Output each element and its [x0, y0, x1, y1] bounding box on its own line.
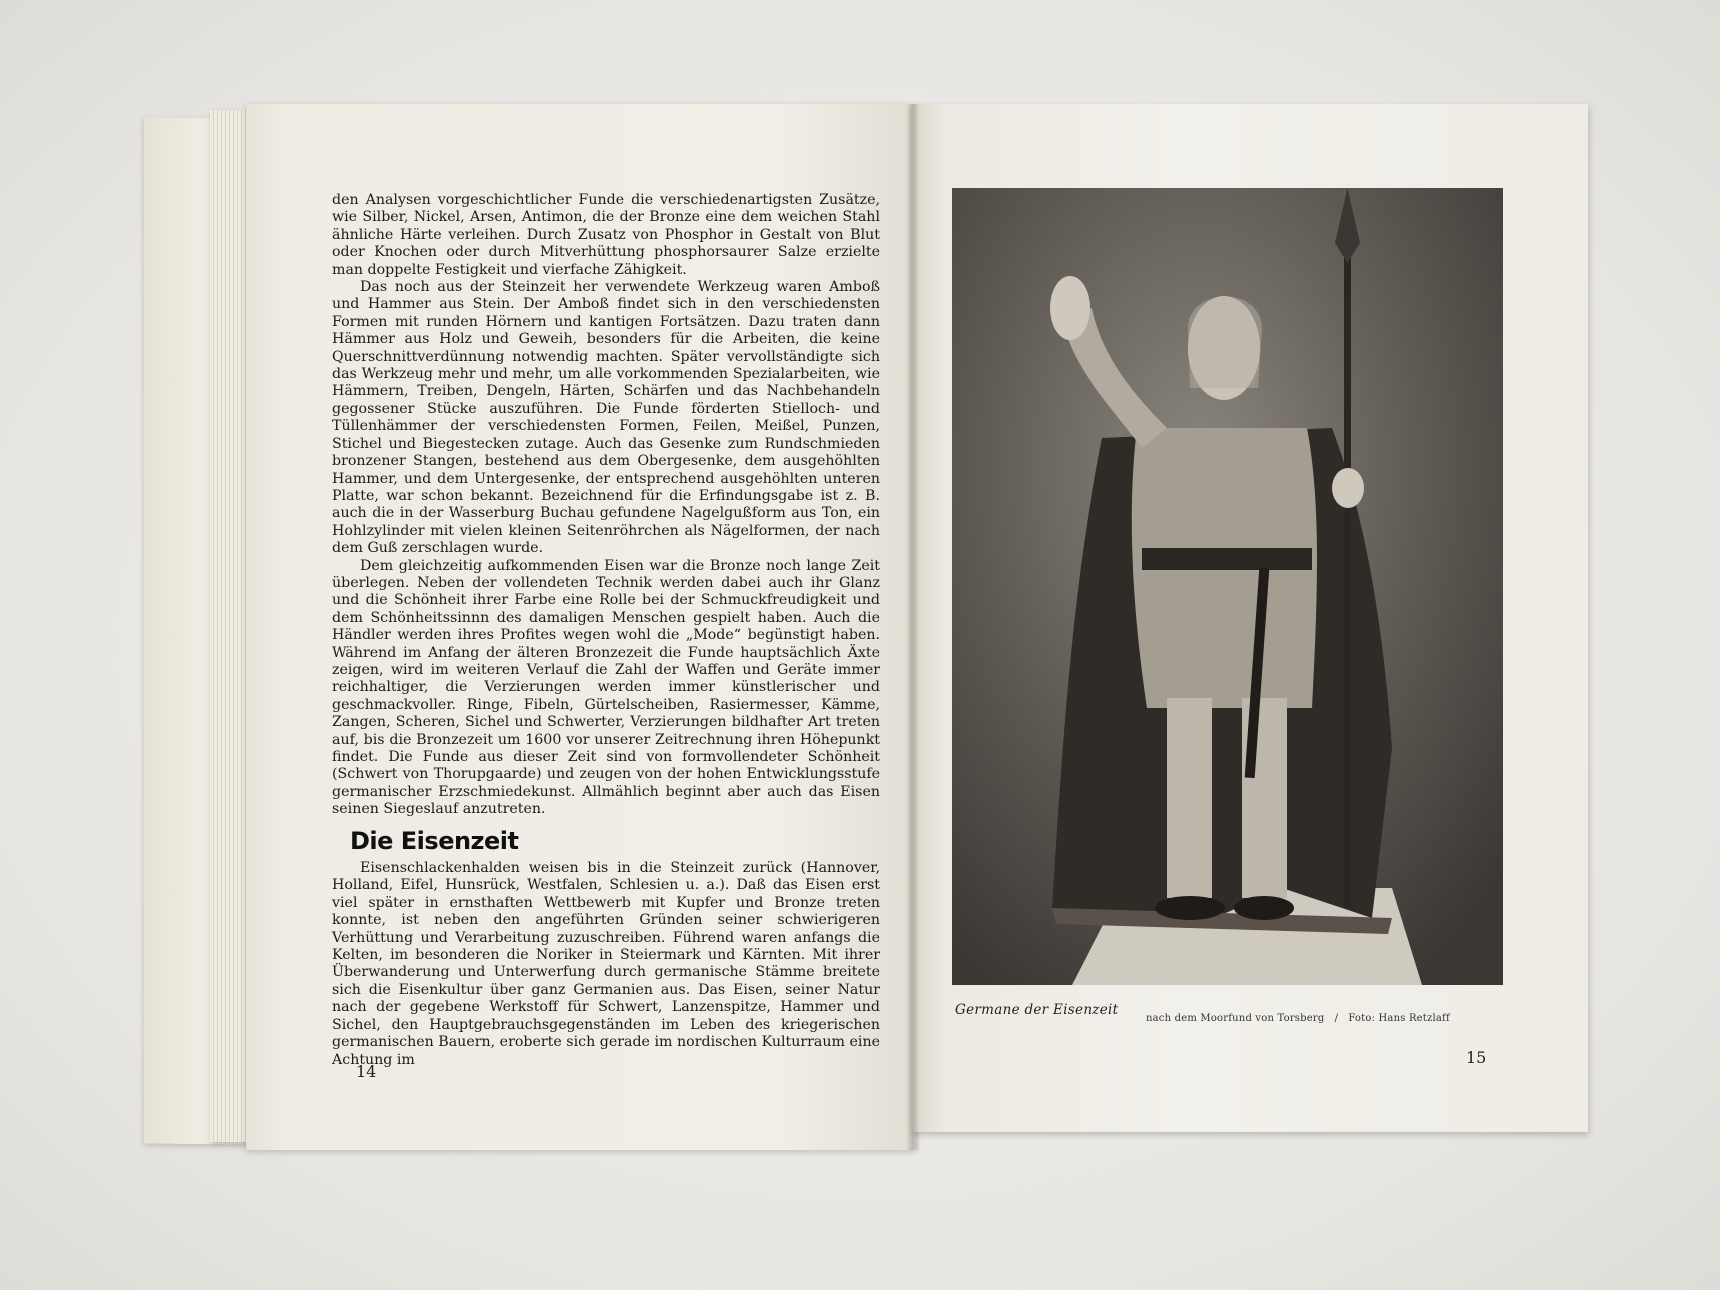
- book-gutter: [906, 104, 920, 1150]
- page-number-left: 14: [356, 1062, 377, 1081]
- section-heading: Die Eisenzeit: [350, 826, 519, 855]
- photo-source: nach dem Moorfund von Torsberg: [1146, 1013, 1325, 1024]
- photograph-germanic-warrior: [952, 188, 1503, 985]
- warrior-figure-illustration: [952, 188, 1503, 985]
- photo-caption: Germane der Eisenzeit: [955, 1002, 1119, 1018]
- paragraph: Das noch aus der Steinzeit her verwendete Werkzeug waren Amboß und Hammer aus Stein. Der Amboß findet sich in den verschiedensten Formen mit runden Hörnern und kantigen Fortsätzen. Dazu traten dann Hämmer aus Holz und Geweih, besonders für die Arbeiten, die keine Querschnittverdünnung notwendig machten. Später vervollständigte sich das Werkzeug mehr und mehr, um alle vorkommenden Spezialarbeiten, wie Hämmern, Treiben, Dengeln, Härten, Schärfen und das Nachbehandeln gegossener Stücke auszuführen. Die Funde förderten Stielloch- und Tüllenhämmer der verschiedensten Formen, Feilen, Meißel, Punzen, Stichel und Biegestecken zutage. Auch das Gesenke zum Rundschmieden bronzener Stangen, bestehend aus dem Obergesenke, dem ausgehöhlten Hammer, und dem Untergesenke, der entsprechend ausgehöhlten unteren Platte, war schon bekannt. Bezeichnend für die Erfindungsgabe ist z. B. auch die in der Wasserburg Buchau gefundene Nagelgußform aus Ton, ein Hohlzylinder mit vielen kleinen Seitenröhrchen als Nägelformen, der nach dem Guß zerschlagen wurde.: [332, 279, 880, 557]
- photo-credit: [1146, 1013, 1450, 1024]
- photographer-credit: Foto: Hans Retzlaff: [1348, 1013, 1450, 1024]
- paragraph: Eisenschlackenhalden weisen bis in die Steinzeit zurück (Hannover, Holland, Eifel, Hunsrück, Westfalen, Schlesien u. a.). Daß das Eisen erst viel später in ernsthaften Wettbewerb mit Kupfer und Bronze treten konnte, ist neben den angeführten Gründen seiner schwierigeren Verhüttung und Verarbeitung zuzuschreiben. Führend waren anfangs die Kelten, im besonderen die Noriker in Steiermark und Kärnten. Mit ihrer Überwanderung und Unterwerfung durch germanische Stämme breitete sich die Eisenkultur über ganz Germanien aus. Das Eisen, seiner Natur nach der gegebene Werkstoff für Schwert, Lanzenspitze, Hammer und Sichel, den Hauptgebrauchsgegenständen im Leben des kriegerischen germanischen Bauern, eroberte sich gerade im nordischen Kulturraum eine Achtung im: [332, 860, 880, 1068]
- paragraph: den Analysen vorgeschichtlicher Funde die verschiedenartigsten Zusätze, wie Silber, Nickel, Arsen, Antimon, die der Bronze eine dem weichen Stahl ähnliche Härte verleihen. Durch Zusatz von Phosphor in Gestalt von Blut oder Knochen oder durch Mitverhüttung phosphorsaurer Salze erzielte man doppelte Festigkeit und vierfache Zähigkeit.: [332, 192, 880, 278]
- page-number-right: 15: [1466, 1048, 1487, 1067]
- left-page-text: [332, 192, 880, 1069]
- credit-separator: /: [1334, 1013, 1339, 1024]
- paragraph: Dem gleichzeitig aufkommenden Eisen war die Bronze noch lange Zeit überlegen. Neben der vollendeten Technik werden dabei auch ihr Glanz und die Schönheit ihrer Farbe eine Rolle bei der Schmuckfreudigkeit und dem Schönheitssinnn des damaligen Menschen gespielt haben. Auch die Händler werden ihres Profites wegen wohl die „Mode“ begünstigt haben. Während im Anfang der älteren Bronzezeit die Funde hauptsächlich Äxte zeigen, wird im weiteren Verlauf die Zahl der Waffen und Geräte immer reichhaltiger, die Verzierungen werden immer künstlerischer und geschmackvoller. Ringe, Fibeln, Gürtelscheiben, Rasiermesser, Kämme, Zangen, Scheren, Sichel und Schwerter, Verzierungen bildhafter Art treten auf, bis die Bronzezeit um 1600 vor unserer Zeitrechnung ihren Höhepunkt findet. Die Funde aus dieser Zeit sind von formvollendeter Schönheit (Schwert von Thorupgaarde) und zeugen von der hohen Entwicklungsstufe germanischer Erzschmiedekunst. Allmählich beginnt aber auch das Eisen seinen Siegeslauf anzutreten.: [332, 557, 880, 818]
